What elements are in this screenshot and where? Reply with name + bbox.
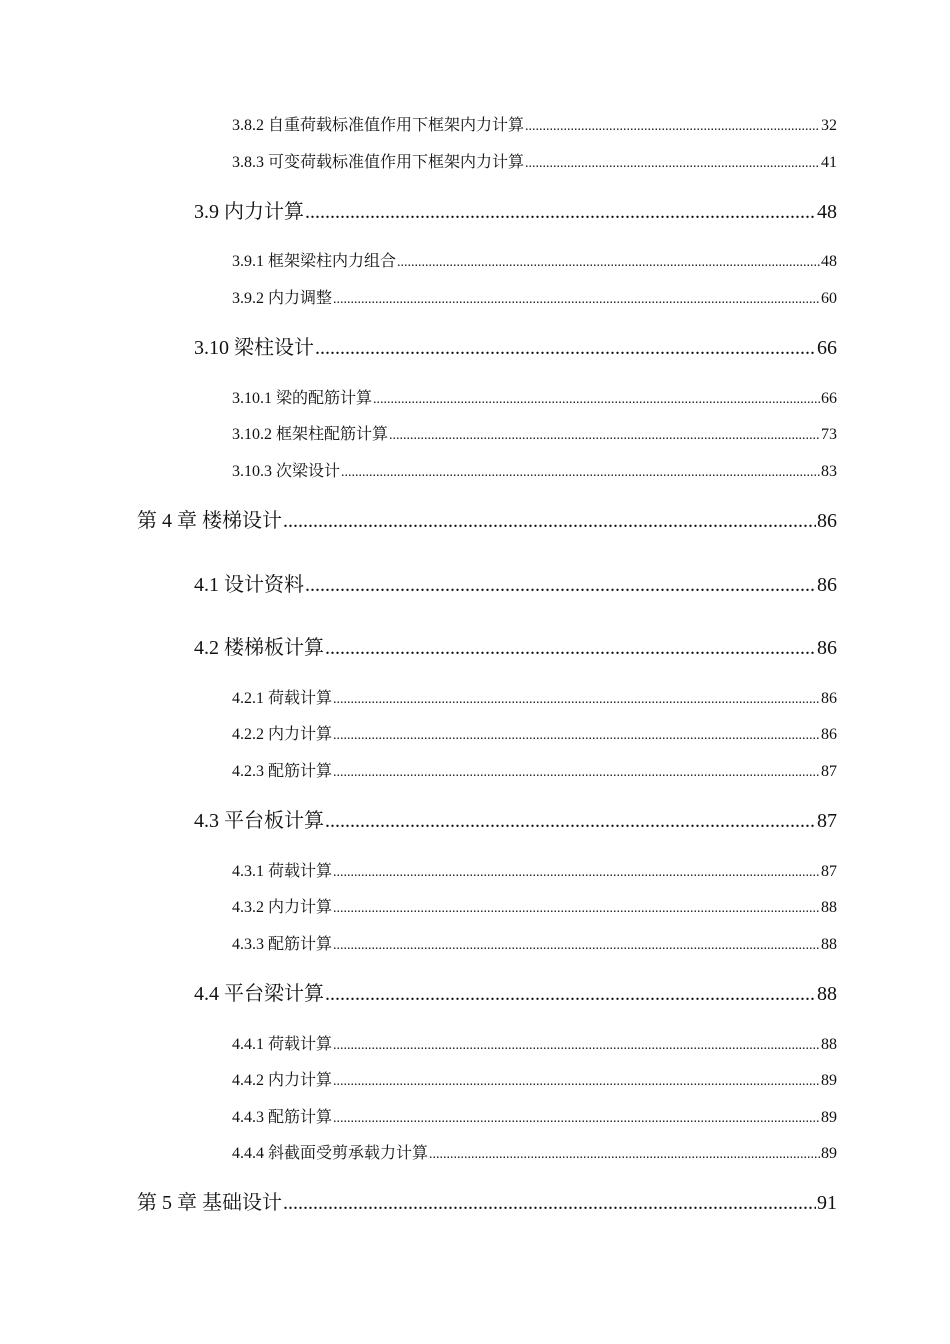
toc-entry[interactable] [232,1107,837,1129]
toc-entry-page: 87 [821,763,837,780]
toc-entry[interactable] [232,251,837,273]
dot-leader [325,981,816,1007]
dot-leader [333,862,820,884]
toc-entry-title: 4.3.3 配筋计算 [232,936,333,953]
dot-leader [525,153,820,175]
toc-entry-title: 4.2 楼梯板计算 [194,637,324,659]
toc-entry-page: 87 [821,863,837,880]
toc-entry-page: 41 [821,154,837,171]
toc-entry[interactable] [194,981,837,1007]
toc-entry[interactable] [232,388,837,410]
toc-entry-page: 88 [821,1036,837,1053]
dot-leader [373,389,820,411]
toc-entry[interactable] [232,424,837,446]
toc-entry-page: 66 [817,337,837,359]
toc-entry[interactable] [194,335,837,361]
toc-entry[interactable] [232,724,837,746]
toc-entry-page: 87 [817,810,837,832]
toc-entry-page: 89 [821,1072,837,1089]
dot-leader [333,1071,820,1093]
toc-entry[interactable] [232,761,837,783]
toc-entry-page: 88 [821,936,837,953]
toc-entry-title: 4.3.2 内力计算 [232,899,333,916]
toc-entry-page: 73 [821,426,837,443]
toc-entry-title: 4.2.1 荷载计算 [232,690,333,707]
dot-leader [333,1108,820,1130]
dot-leader [333,762,820,784]
toc-entry-title: 第 4 章 楼梯设计 [137,510,282,532]
toc-entry-title: 4.4.2 内力计算 [232,1072,333,1089]
toc-entry[interactable] [194,635,837,661]
toc-entry-page: 86 [817,510,837,532]
toc-entry-page: 86 [817,574,837,596]
toc-entry-page: 86 [821,690,837,707]
toc-entry-title: 4.1 设计资料 [194,574,304,596]
dot-leader [333,935,820,957]
toc-entry[interactable] [194,808,837,834]
toc-entry-page: 32 [821,117,837,134]
toc-entry[interactable] [232,1143,837,1165]
toc-entry[interactable] [137,508,837,534]
toc-entry[interactable] [194,199,837,225]
toc-entry[interactable] [232,152,837,174]
toc-entry[interactable] [232,897,837,919]
dot-leader [305,572,816,598]
toc-entry[interactable] [232,288,837,310]
toc-entry-title: 4.4.1 荷载计算 [232,1036,333,1053]
toc-entry[interactable] [232,1070,837,1092]
dot-leader [315,335,816,361]
toc-entry-page: 86 [817,637,837,659]
toc-entry-title: 4.3 平台板计算 [194,810,324,832]
toc-entry[interactable] [232,688,837,710]
toc-entry-title: 4.4.3 配筋计算 [232,1109,333,1126]
toc-entry-page: 48 [821,253,837,270]
toc-entry[interactable] [194,572,837,598]
dot-leader [283,508,816,534]
dot-leader [333,898,820,920]
dot-leader [525,116,820,138]
dot-leader [325,808,816,834]
toc-entry-page: 60 [821,290,837,307]
dot-leader [333,725,820,747]
toc-entry-title: 3.9 内力计算 [194,201,304,223]
dot-leader [333,689,820,711]
dot-leader [397,252,820,274]
dot-leader [283,1190,816,1216]
toc-entry[interactable] [137,1190,837,1216]
toc-entry-title: 3.10 梁柱设计 [194,337,314,359]
dot-leader [333,289,820,311]
dot-leader [389,425,820,447]
toc-entry[interactable] [232,861,837,883]
dot-leader [305,199,816,225]
toc-entry-title: 4.2.2 内力计算 [232,726,333,743]
toc-entry-title: 3.9.1 框架梁柱内力组合 [232,253,397,270]
toc-entry-page: 89 [821,1109,837,1126]
toc-entry-page: 88 [821,899,837,916]
toc-entry-page: 48 [817,201,837,223]
toc-entry-page: 86 [821,726,837,743]
toc-entry-title: 3.10.2 框架柱配筋计算 [232,426,389,443]
toc-entry[interactable] [232,1034,837,1056]
toc-entry-title: 4.4.4 斜截面受剪承载力计算 [232,1145,429,1162]
toc-entry-title: 4.3.1 荷载计算 [232,863,333,880]
toc-entry-page: 88 [817,983,837,1005]
toc-entry-title: 3.8.2 自重荷载标准值作用下框架内力计算 [232,117,525,134]
toc-entry-title: 3.8.3 可变荷载标准值作用下框架内力计算 [232,154,525,171]
toc-entry[interactable] [232,934,837,956]
toc-entry-title: 3.10.1 梁的配筋计算 [232,390,373,407]
toc-entry-page: 91 [817,1192,837,1214]
toc-entry-title: 3.9.2 内力调整 [232,290,333,307]
toc-entry-page: 83 [821,463,837,480]
toc-entry-page: 89 [821,1145,837,1162]
toc-entry-title: 3.10.3 次梁设计 [232,463,341,480]
dot-leader [341,462,820,484]
dot-leader [333,1035,820,1057]
toc-entry[interactable] [232,115,837,137]
toc-entry-title: 4.4 平台梁计算 [194,983,324,1005]
toc-entry[interactable] [232,461,837,483]
dot-leader [429,1144,820,1166]
toc-entry-title: 4.2.3 配筋计算 [232,763,333,780]
dot-leader [325,635,816,661]
toc-entry-page: 66 [821,390,837,407]
toc-entry-title: 第 5 章 基础设计 [137,1192,282,1214]
